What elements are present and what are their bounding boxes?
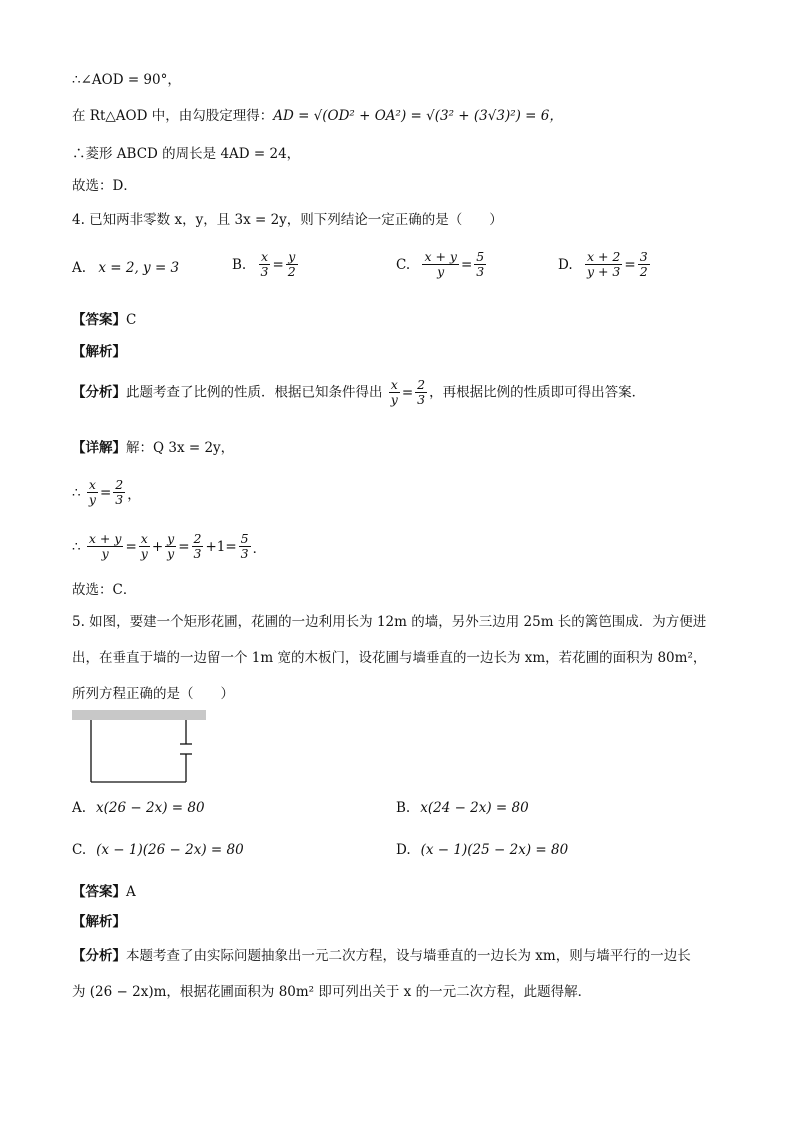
q5-analysis-heading: 【解析】: [72, 914, 126, 930]
fraction: $\frac{5}{3}$: [476, 249, 485, 280]
option-label: D.: [558, 256, 573, 273]
q4-option-b: B. $\frac{x}{3}$ = $\frac{y}{2}$: [232, 249, 296, 280]
q4-xiangjie: 【详解】解：Q 3x = 2y，: [72, 440, 235, 456]
option-label: B.: [232, 256, 247, 273]
q5-option-a: A. x(26 − 2x) = 80: [72, 800, 205, 816]
fraction: $\frac{x + y}{y}$: [88, 531, 122, 562]
fraction: $\frac{x}{y}$: [88, 477, 96, 508]
q5-fenxi-line2: 为 (26 − 2x)m，根据花圃面积为 80m² 即可列出关于 x 的一元二次方程，此题得解．: [72, 984, 592, 1000]
q5-option-d: D. (x − 1)(25 − 2x) = 80: [396, 842, 569, 858]
fraction: $\frac{y}{2}$: [287, 249, 296, 280]
fraction: $\frac{x}{3}$: [260, 249, 269, 280]
line-perimeter: ∴菱形 ABCD 的周长是 4AD = 24，: [72, 146, 301, 162]
option-text: x = 2, y = 3: [98, 260, 180, 276]
q4-conclude: 故选：C．: [72, 582, 137, 598]
line-pythagoras: [72, 104, 563, 124]
q5-stem-line3: 所列方程正确的是（ ）: [72, 686, 234, 702]
q4-step1: ∴ $\frac{x}{y}$ = $\frac{2}{3}$ ，: [72, 477, 141, 508]
q5-stem-line1: 5. 如图，要建一个矩形花圃，花圃的一边利用长为 12m 的墙，另外三边用 25m 长的篱笆围成．为方便进: [72, 614, 707, 630]
q5-option-c: C. (x − 1)(26 − 2x) = 80: [72, 842, 244, 858]
fraction: $\frac{x + 2}{y + 3}$: [586, 249, 621, 280]
q4-fenxi: 【分析】此题考查了比例的性质．根据已知条件得出 $\frac{x}{y}$ = $\frac{2}{3}$ ，再根据比例的性质即可得出答案．: [72, 377, 646, 408]
fraction: $\frac{x}{y}$: [140, 531, 148, 562]
fraction: $\frac{5}{3}$: [240, 531, 249, 562]
q5-option-b: B. x(24 − 2x) = 80: [396, 800, 529, 816]
option-label: A.: [72, 260, 87, 276]
fraction: $\frac{x}{y}$: [390, 377, 398, 408]
fraction: $\frac{2}{3}$: [417, 377, 426, 408]
fraction: $\frac{x + y}{y}$: [424, 249, 457, 280]
q4-step2: ∴ $\frac{x + y}{y}$ = $\frac{x}{y}$ + $\frac{y}{y}$ = $\frac{2}{3}$ +1= $\frac{5}{3}$ ．: [72, 531, 267, 562]
fraction: $\frac{2}{3}$: [193, 531, 202, 562]
wall: [72, 710, 206, 720]
option-label: C.: [396, 256, 411, 273]
garden-figure: [70, 708, 210, 788]
q4-analysis-heading: 【解析】: [72, 344, 126, 360]
q4-option-d: D. $\frac{x + 2}{y + 3}$ = $\frac{3}{2}$: [558, 249, 648, 280]
q5-answer: 【答案】A: [72, 884, 136, 900]
line-choose-d: 故选：D．: [72, 178, 137, 194]
fraction: $\frac{2}{3}$: [115, 477, 124, 508]
fraction: $\frac{y}{y}$: [167, 531, 175, 562]
q4-option-a: [72, 260, 179, 276]
pythagoras-formula: AD = √(OD² + OA²) = √(3² + (3√3)²) = 6，: [273, 108, 563, 124]
q4-option-c: C. $\frac{x + y}{y}$ = $\frac{5}{3}$: [396, 249, 485, 280]
q4-stem: 4. 已知两非零数 x，y，且 3x = 2y，则下列结论一定正确的是（ ）: [72, 212, 503, 228]
q5-fenxi-line1: 【分析】本题考查了由实际问题抽象出一元二次方程，设与墙垂直的一边长为 xm，则与墙平行的一边长: [72, 948, 691, 964]
pythagoras-text: 在 Rt△AOD 中，由勾股定理得：: [72, 108, 274, 124]
q4-answer: 【答案】C: [72, 312, 137, 328]
fraction: $\frac{3}{2}$: [639, 249, 648, 280]
line-angle-aod: ∴∠AOD = 90°，: [72, 72, 181, 88]
q5-stem-line2: 出，在垂直于墙的一边留一个 1m 宽的木板门，设花圃与墙垂直的一边长为 xm，若花圃的面积为 80m²，: [72, 650, 707, 666]
